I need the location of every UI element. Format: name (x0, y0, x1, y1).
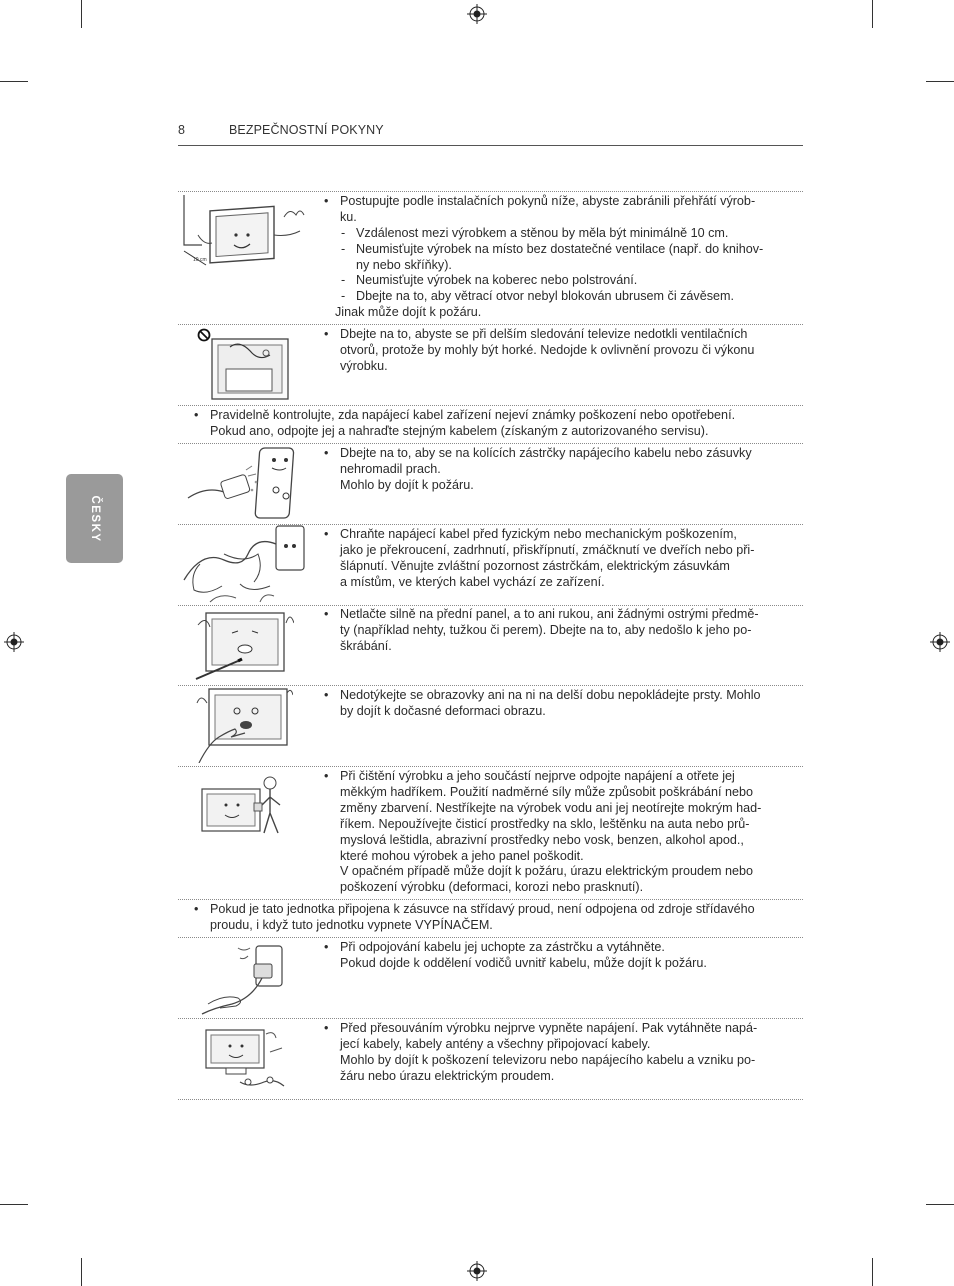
text-line: Chraňte napájecí kabel před fyzickým nebo mechanickým poškozením, (340, 527, 737, 541)
text-line: ny nebo skříňky). (356, 257, 452, 272)
row-divider (178, 443, 803, 444)
dash: - (341, 289, 346, 303)
row-divider (178, 899, 803, 900)
move-tv-illustration (200, 1022, 290, 1092)
row-divider (178, 937, 803, 938)
text-line: Při čištění výrobku a jeho součástí nejprve odpojte napájení a otřete jej (340, 769, 735, 783)
text-line: které mohou výrobek a jeho panel poškodit. (340, 848, 584, 863)
instruction-text (340, 327, 754, 375)
dash: - (341, 226, 346, 240)
bullet: • (194, 902, 199, 916)
registration-mark-icon (467, 1261, 487, 1281)
text-line: Mohlo by dojít k poškození televizoru nebo napájecího kabelu a vzniku po- (340, 1052, 756, 1067)
text-line: Pokud ano, odpojte jej a nahraďte stejným kabelem (získaným z autorizovaného servisu). (210, 423, 709, 438)
text-line: Mohlo by dojít k požáru. (340, 477, 474, 492)
text-line: změny zbarvení. Nestříkejte na výrobek vodu ani jej neotírejte mokrým had- (340, 800, 762, 815)
text-line: otvorů, protože by mohly být horké. Nedojde k ovlivnění provozu či výkonu (340, 342, 755, 357)
instruction-text (340, 194, 755, 226)
instruction-text (340, 1021, 757, 1085)
row-divider (178, 191, 803, 192)
instruction-text (340, 527, 754, 591)
text-line: Pokud je tato jednotka připojena k zásuvce na střídavý proud, není odpojena od zdroje střídavého (210, 902, 755, 916)
row-divider (178, 685, 803, 686)
bullet: • (324, 1021, 329, 1035)
instruction-text (210, 408, 735, 440)
unplug-illustration (198, 940, 298, 1016)
text-line: Dbejte na to, aby větrací otvor nebyl blokován ubrusem či závěsem. (356, 289, 735, 303)
instruction-text (340, 769, 761, 896)
text-line: Vzdálenost mezi výrobkem a stěnou by měla být minimálně 10 cm. (356, 226, 729, 240)
bullet: • (324, 607, 329, 621)
bullet: • (324, 327, 329, 341)
row-divider (178, 1099, 803, 1100)
text-line: jecí kabely, kabely antény a všechny připojovací kabely. (340, 1036, 651, 1051)
text-line: nehromadil prach. (340, 461, 441, 476)
text-line: výrobku. (340, 358, 388, 373)
page-number: 8 (178, 123, 185, 137)
text-line: by dojít k dočasné deformaci obrazu. (340, 703, 546, 718)
bullet: • (324, 446, 329, 460)
cleaning-illustration (198, 773, 288, 843)
text-line: Postupujte podle instalačních pokynů níže, abyste zabránili přehřátí výrob- (340, 194, 756, 208)
text-line: Dbejte na to, aby se na kolících zástrčky napájecího kabelu nebo zásuvky (340, 446, 752, 460)
instruction-text (340, 688, 761, 720)
registration-mark-icon (467, 4, 487, 24)
text-line: Pokud dojde k oddělení vodičů uvnitř kabelu, může dojít k požáru. (340, 955, 707, 970)
page-header (178, 122, 803, 146)
row-divider (178, 605, 803, 606)
wall-distance-illustration (180, 195, 310, 271)
registration-mark-icon (930, 632, 950, 652)
sub-instruction (356, 289, 734, 305)
text-line: Neumisťujte výrobek na koberec nebo polstrování. (356, 273, 638, 287)
bullet: • (324, 527, 329, 541)
language-tab (66, 474, 123, 563)
text-line: říkem. Nepoužívejte čisticí prostředky na sklo, leštěnku na auta nebo prů- (340, 816, 750, 831)
distance-label: 10 cm (193, 257, 207, 263)
instruction-text (340, 446, 752, 494)
instruction-note (335, 305, 481, 321)
crop-mark (872, 1258, 873, 1286)
section-title: BEZPEČNOSTNÍ POKYNY (229, 123, 384, 137)
instruction-text (210, 902, 755, 934)
text-line: ku. (340, 209, 357, 224)
sub-instruction (356, 273, 637, 289)
text-line: Dbejte na to, abyste se při delším sledování televize nedotkli ventilačních (340, 327, 748, 341)
dash: - (341, 242, 346, 256)
text-line: žáru nebo úrazu elektrickým proudem. (340, 1068, 555, 1083)
hot-vent-illustration (196, 327, 296, 403)
sub-instruction (356, 226, 728, 242)
bullet: • (324, 940, 329, 954)
text-line: proudu, i když tuto jednotku vypnete VYPÍNAČEM. (210, 917, 493, 932)
dash: - (341, 273, 346, 287)
instruction-text (340, 940, 707, 972)
bullet: • (324, 688, 329, 702)
damaged-cable-illustration (180, 524, 308, 604)
text-line: Neumisťujte výrobek na místo bez dostatečné ventilace (např. do knihov- (356, 242, 764, 256)
press-panel-illustration (194, 607, 294, 683)
text-line: V opačném případě může dojít k požáru, úrazu elektrickým proudem nebo (340, 864, 754, 879)
touch-screen-illustration (193, 687, 293, 763)
text-line: šlápnutí. Věnujte zvláštní pozornost zástrčkám, elektrickým zásuvkám (340, 558, 730, 573)
instruction-text (340, 607, 759, 655)
text-line: ty (například nehty, tužkou či perem). Dbejte na to, aby nedošlo k jeho po- (340, 622, 752, 637)
crop-mark (81, 1258, 82, 1286)
row-divider (178, 1018, 803, 1019)
text-line: jako je překroucení, zadrhnutí, přiskřípnutí, zmáčknutí ve dveřích nebo při- (340, 542, 755, 557)
crop-mark (0, 1204, 28, 1205)
row-divider (178, 766, 803, 767)
text-line: Netlačte silně na přední panel, a to ani rukou, ani žádnými ostrými předmě- (340, 607, 759, 621)
bullet: • (194, 408, 199, 422)
text-line: Před přesouváním výrobku nejprve vypněte napájení. Pak vytáhněte napá- (340, 1021, 758, 1035)
crop-mark (926, 1204, 954, 1205)
sub-instruction (356, 242, 763, 274)
text-line: a místům, ve kterých kabel vychází ze zařízení. (340, 574, 605, 589)
text-line: Nedotýkejte se obrazovky ani na ni na delší dobu nepokládejte prsty. Mohlo (340, 688, 761, 702)
language-tab-label: ČESKY (88, 494, 101, 543)
text-line: Pravidelně kontrolujte, zda napájecí kabel zařízení nejeví známky poškození nebo opotřebení. (210, 408, 736, 422)
text-line: škrábání. (340, 638, 392, 653)
row-divider (178, 324, 803, 325)
text-line: Jinak může dojít k požáru. (335, 305, 482, 319)
registration-mark-icon (4, 632, 24, 652)
bullet: • (324, 194, 329, 208)
crop-mark (926, 81, 954, 82)
text-line: měkkým hadříkem. Použití nadměrné síly může způsobit poškrábání nebo (340, 784, 753, 799)
text-line: Při odpojování kabelu jej uchopte za zástrčku a vytáhněte. (340, 940, 665, 954)
crop-mark (872, 0, 873, 28)
crop-mark (81, 0, 82, 28)
dusty-plug-illustration (186, 446, 306, 522)
bullet: • (324, 769, 329, 783)
text-line: myslová leštidla, abrazivní prostředky nebo vosk, benzen, alkohol apod., (340, 832, 744, 847)
row-divider (178, 405, 803, 406)
text-line: poškození výrobku (deformaci, korozi nebo prasknutí). (340, 880, 644, 895)
crop-mark (0, 81, 28, 82)
